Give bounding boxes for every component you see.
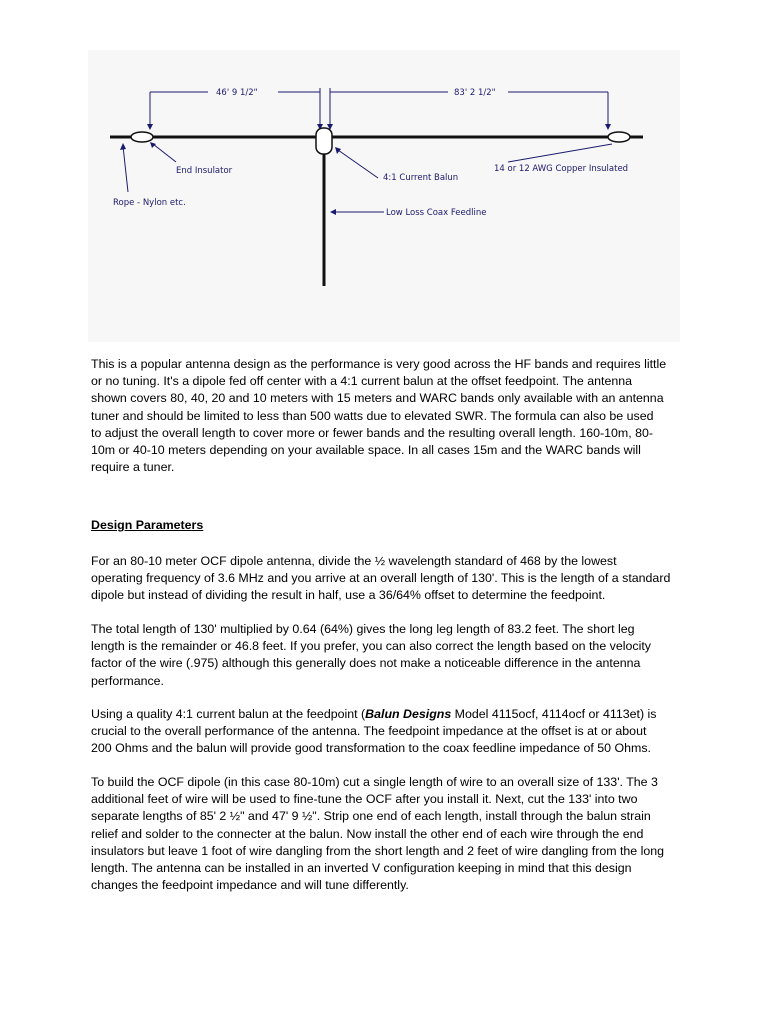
paragraph-build bbox=[91, 774, 691, 894]
left-end-insulator bbox=[131, 132, 153, 142]
text-line: or no tuning. It's a dipole fed off center with a 4:1 current balun at the offset feedpoint. The antenna bbox=[91, 374, 633, 389]
text-run: Model 4115ocf, 4114ocf or 4113et) is bbox=[451, 707, 657, 721]
text-run: Using a quality 4:1 current balun at the feedpoint ( bbox=[91, 707, 366, 721]
dimension-short-leg: 46' 9 1/2" bbox=[216, 88, 258, 98]
antenna-diagram bbox=[88, 50, 680, 342]
text-line: changes the feedpoint impedance and will tune differently. bbox=[91, 878, 409, 893]
text-line: insulators but leave 1 foot of wire dangling from the short length and 2 feet of wire dangling from the long bbox=[91, 843, 665, 858]
text-line: crucial to the overall performance of the antenna. The feedpoint impedance at the offset is at or about bbox=[91, 724, 647, 739]
text-line: separate lengths of 85' 2 ½" and 47' 9 ½". Strip one end of each length, install through the balun strain bbox=[91, 809, 651, 824]
paragraph-balun bbox=[91, 706, 691, 758]
text-line: length is the remainder or 46.8 feet. If you prefer, you can also correct the length based on the velocity bbox=[91, 639, 651, 654]
text-line: additional feet of wire will be used to fine-tune the OCF after you install it. Next, cut the 133' into two bbox=[91, 792, 638, 807]
text-line: 10m or 40-10 meters depending on your available space. In all cases 15m and the WARC bands will bbox=[91, 443, 641, 458]
text-line: shown covers 80, 40, 20 and 10 meters with 15 meters and WARC bands only available with an antenna bbox=[91, 391, 664, 406]
dimension-long-leg: 83' 2 1/2" bbox=[454, 88, 496, 98]
balun-label: 4:1 Current Balun bbox=[383, 173, 459, 183]
brand-name: Balun Designs bbox=[365, 707, 452, 721]
paragraph-leg-lengths bbox=[91, 621, 691, 690]
intro-paragraph bbox=[91, 356, 691, 476]
text-line: relief and solder to the connecter at the balun. Now install the other end of each wire through the end bbox=[91, 826, 644, 841]
wire-label: 14 or 12 AWG Copper Insulated bbox=[494, 164, 629, 174]
text-line: dipole but instead of dividing the result in half, use a 36/64% offset to determine the feedpoint. bbox=[91, 588, 606, 603]
text-line: 200 Ohms and the balun will provide good transformation to the coax feedline impedance of 50 Ohms. bbox=[91, 741, 651, 756]
text-line: require a tuner. bbox=[91, 460, 175, 475]
text-line: The total length of 130' multiplied by 0.64 (64%) gives the long leg length of 83.2 feet. The short leg bbox=[91, 622, 635, 636]
text-line: factor of the wire (.975) although this generally does not make a noticeable difference in the antenna bbox=[91, 656, 641, 671]
text-line: For an 80-10 meter OCF dipole antenna, divide the ½ wavelength standard of 468 by the lowest bbox=[91, 554, 617, 568]
text-line: tuner and should be limited to less than 500 watts due to elevated SWR. The formula can also be used bbox=[91, 408, 654, 423]
text-line: operating frequency of 3.6 MHz and you arrive at an overall length of 130'. This is the length of a standard bbox=[91, 571, 671, 586]
text-line: To build the OCF dipole (in this case 80-10m) cut a single length of wire to an overall size of 133'. The 3 bbox=[91, 775, 658, 789]
right-end-insulator bbox=[608, 132, 630, 142]
end-insulator-label: End Insulator bbox=[176, 166, 233, 176]
text-line: length. The antenna can be installed in an inverted V configuration keeping in mind that this design bbox=[91, 861, 632, 876]
paragraph-formula bbox=[91, 553, 691, 605]
diagram-background bbox=[88, 50, 680, 342]
text-line: to adjust the overall length to cover more or fewer bands and the resulting overall length. 160-10m, 80- bbox=[91, 425, 654, 440]
section-heading: Design Parameters bbox=[91, 518, 204, 532]
rope-label: Rope - Nylon etc. bbox=[113, 198, 186, 208]
text-line: This is a popular antenna design as the performance is very good across the HF bands and requires little bbox=[91, 357, 667, 371]
ocf-dipole-diagram bbox=[88, 50, 680, 342]
balun-shape bbox=[316, 128, 332, 154]
section-heading-block bbox=[91, 517, 691, 534]
text-line bbox=[91, 706, 691, 723]
text-line: performance. bbox=[91, 673, 165, 688]
coax-label: Low Loss Coax Feedline bbox=[386, 208, 487, 218]
